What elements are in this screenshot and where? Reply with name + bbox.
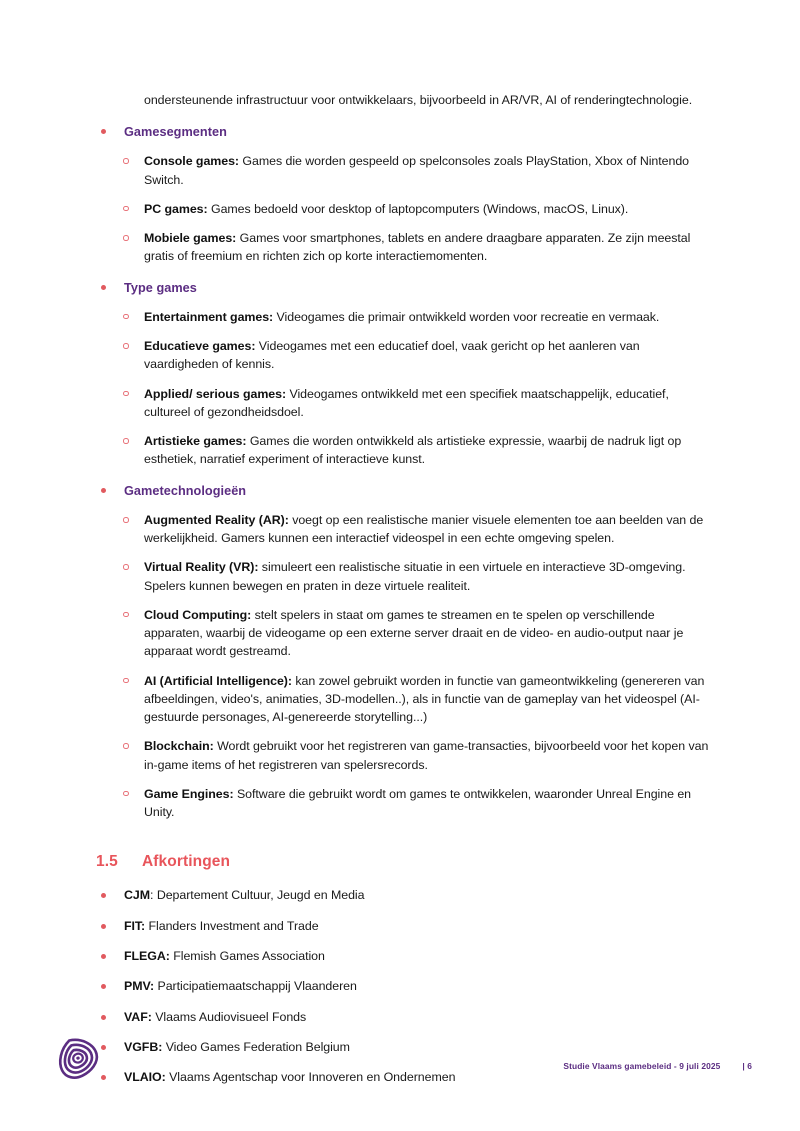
term-label: Applied/ serious games: bbox=[144, 386, 287, 401]
term-label: Entertainment games: bbox=[144, 309, 274, 324]
bullet-group-gamesegmenten bbox=[96, 123, 712, 141]
bullet-dot-icon bbox=[101, 129, 106, 134]
section-title: Afkortingen bbox=[142, 853, 231, 871]
bullet-circle-icon bbox=[123, 438, 129, 444]
term-label: PC games: bbox=[144, 201, 208, 216]
bullet-dot-icon bbox=[101, 924, 106, 929]
list-item bbox=[96, 918, 712, 935]
continuation-paragraph: ondersteunende infrastructuur voor ontwikkelaars, bijvoorbeeld in AR/VR, AI of renderingtechnologie. bbox=[144, 93, 693, 107]
term-definition: Games bedoeld voor desktop of laptopcomputers (Windows, macOS, Linux). bbox=[207, 201, 629, 216]
term-label: Augmented Reality (AR): bbox=[144, 513, 289, 528]
bullet-group-gametechnologieen bbox=[96, 482, 712, 500]
term-label: Virtual Reality (VR): bbox=[144, 560, 259, 575]
abbreviation-separator: : bbox=[150, 888, 154, 903]
bullet-circle-icon bbox=[123, 791, 129, 797]
term-definition: stelt spelers in staat om games te streamen en te spelen op verschillende apparaten, waarbij de videogame op een externe server draait en de video- en audio-output naar je apparaat wordt gestreamd. bbox=[144, 607, 684, 659]
list-item bbox=[96, 200, 712, 218]
bullet-circle-icon bbox=[123, 564, 129, 570]
page-content bbox=[96, 92, 712, 1087]
list-item bbox=[96, 948, 712, 965]
bullet-dot-icon bbox=[101, 285, 106, 290]
bullet-dot-icon bbox=[101, 954, 106, 959]
term-definition: Wordt gebruikt voor het registreren van game-transacties, bijvoorbeeld voor het kopen van in-game items of het registreren van spelersrecords. bbox=[144, 739, 709, 772]
group-title: Gametechnologieën bbox=[124, 483, 247, 498]
list-item bbox=[96, 308, 712, 326]
term-label: Educatieve games: bbox=[144, 339, 256, 354]
abbreviation-definition: Flanders Investment and Trade bbox=[145, 918, 319, 933]
list-item bbox=[96, 887, 712, 904]
abbreviation-definition: Departement Cultuur, Jeugd en Media bbox=[153, 888, 365, 903]
list-item bbox=[96, 558, 712, 594]
term-definition: Software die gebruikt wordt om games te ontwikkelen, waaronder Unreal Engine en Unity. bbox=[144, 786, 692, 820]
list-item bbox=[96, 337, 712, 373]
term-label: Mobiele games: bbox=[144, 231, 237, 246]
bullet-circle-icon bbox=[123, 612, 129, 618]
bullet-circle-icon bbox=[123, 343, 129, 349]
bullet-circle-icon bbox=[123, 517, 129, 523]
section-heading bbox=[96, 853, 712, 871]
list-item bbox=[96, 229, 712, 265]
list-item bbox=[96, 511, 712, 547]
term-definition: kan zowel gebruikt worden in functie van gameontwikkeling (genereren van afbeeldingen, video's, animaties, 3D-modellen..), als in functie van de gameplay van het videospel (AI-gestuurde personages, AI-genereerde storytelling...) bbox=[144, 673, 705, 725]
bullet-circle-icon bbox=[123, 206, 129, 212]
abbreviation-term: FIT: bbox=[124, 918, 146, 933]
term-definition: voegt op een realistische manier visuele elementen toe aan beelden van de werkelijkheid. Gamers kunnen een interactief videospel in een echte omgeving spelen. bbox=[144, 513, 704, 546]
abbreviation-term: FLEGA: bbox=[124, 949, 170, 964]
organisation-logo-icon bbox=[56, 1037, 100, 1081]
abbreviation-definition: Participatiemaatschappij Vlaanderen bbox=[154, 979, 357, 994]
term-definition: Videogames met een educatief doel, vaak gericht op het aanleren van vaardigheden of kennis. bbox=[144, 339, 640, 372]
bullet-circle-icon bbox=[123, 158, 129, 164]
abbreviation-term: PMV: bbox=[124, 979, 155, 994]
list-item bbox=[96, 785, 712, 821]
abbreviation-term: VGFB: bbox=[124, 1040, 163, 1055]
abbreviation-definition: Flemish Games Association bbox=[169, 949, 325, 964]
term-definition: Videogames die primair ontwikkeld worden voor recreatie en vermaak. bbox=[273, 309, 660, 324]
term-label: Blockchain: bbox=[144, 739, 214, 754]
list-item bbox=[96, 672, 712, 727]
list-item bbox=[96, 385, 712, 421]
term-label: Artistieke games: bbox=[144, 434, 247, 449]
footer-page-number: | 6 bbox=[742, 1061, 752, 1071]
group-title: Type games bbox=[124, 280, 197, 295]
bullet-circle-icon bbox=[123, 678, 129, 684]
abbreviation-term: VAF: bbox=[124, 1009, 152, 1024]
term-definition: Games voor smartphones, tablets en andere draagbare apparaten. Ze zijn meestal gratis of freemium en richten zich op korte interactiemomenten. bbox=[144, 231, 691, 264]
page-footer bbox=[0, 1021, 800, 1131]
term-definition: Videogames ontwikkeld met een specifiek maatschappelijk, educatief, cultureel of gezondheidsdoel. bbox=[144, 386, 669, 419]
term-label: Game Engines: bbox=[144, 786, 234, 801]
list-item bbox=[96, 152, 712, 188]
bullet-circle-icon bbox=[123, 235, 129, 241]
list-item bbox=[96, 432, 712, 468]
bullet-dot-icon bbox=[101, 984, 106, 989]
bullet-dot-icon bbox=[101, 1015, 106, 1020]
bullet-circle-icon bbox=[123, 743, 129, 749]
abbreviation-term: VLAIO: bbox=[124, 1070, 166, 1085]
group-title: Gamesegmenten bbox=[124, 124, 227, 139]
bullet-group-type-games bbox=[96, 279, 712, 297]
bullet-circle-icon bbox=[123, 391, 129, 397]
list-item bbox=[96, 978, 712, 995]
abbreviation-definition: Vlaams Agentschap voor Innoveren en Ondernemen bbox=[165, 1070, 456, 1085]
bullet-circle-icon bbox=[123, 314, 129, 320]
term-label: AI (Artificial Intelligence): bbox=[144, 673, 292, 688]
term-label: Cloud Computing: bbox=[144, 607, 252, 622]
section-number: 1.5 bbox=[96, 853, 118, 871]
list-item bbox=[96, 737, 712, 773]
bullet-dot-icon bbox=[101, 488, 106, 493]
term-definition: Games die worden ontwikkeld als artistieke expressie, waarbij de nadruk ligt op esthetiek, narratief experiment of interactieve kunst. bbox=[144, 434, 682, 467]
list-item bbox=[96, 606, 712, 661]
abbreviation-definition: Vlaams Audiovisueel Fonds bbox=[151, 1009, 307, 1024]
bullet-dot-icon bbox=[101, 893, 106, 898]
abbreviation-term: CJM bbox=[124, 888, 151, 903]
term-definition: simuleert een realistische situatie in een virtuele en interactieve 3D-omgeving. Spelers kunnen bewegen en praten in deze virtuele realiteit. bbox=[144, 560, 686, 593]
footer-meta bbox=[563, 1061, 752, 1071]
abbreviation-definition: Video Games Federation Belgium bbox=[162, 1040, 350, 1055]
term-definition: Games die worden gespeeld op spelconsoles zoals PlayStation, Xbox of Nintendo Switch. bbox=[144, 154, 690, 187]
term-label: Console games: bbox=[144, 154, 240, 169]
footer-document-reference: Studie Vlaams gamebeleid - 9 juli 2025 bbox=[563, 1061, 721, 1071]
